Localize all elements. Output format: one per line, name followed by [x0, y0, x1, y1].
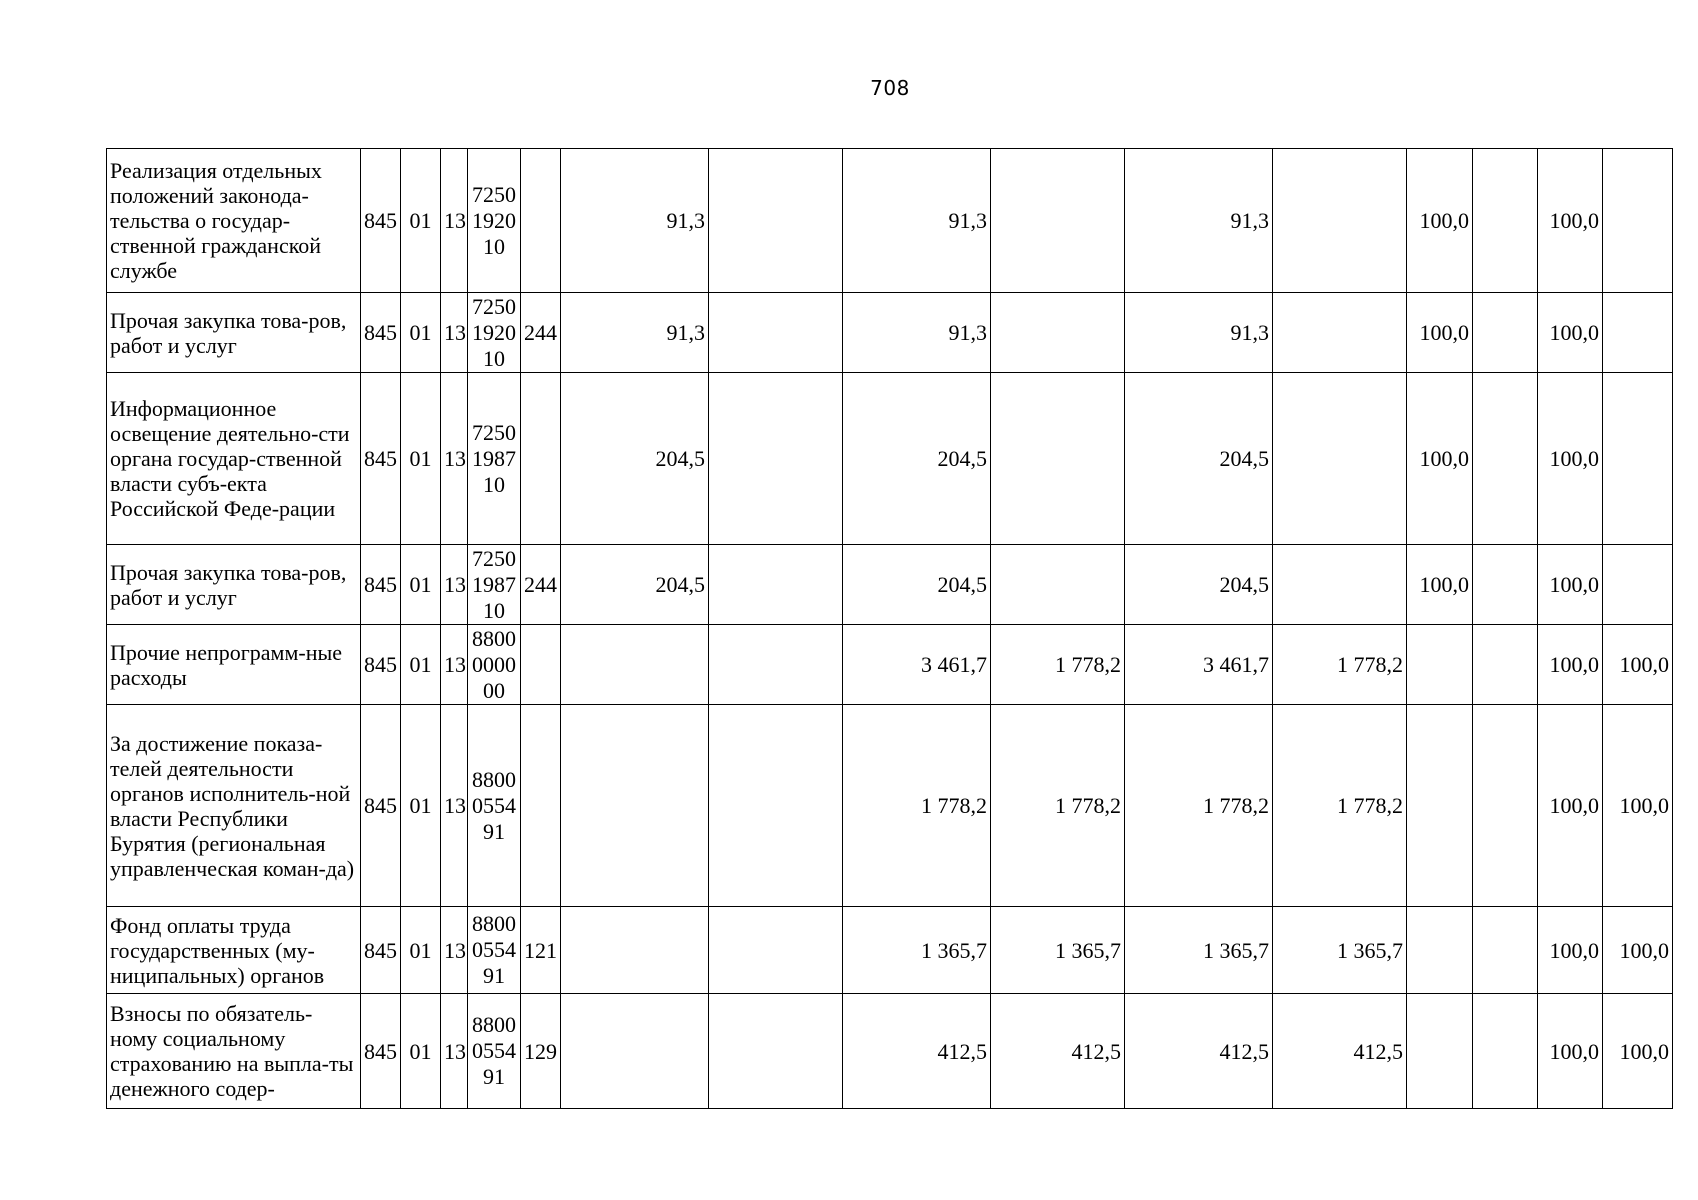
grbs-code-cell: 845	[361, 545, 401, 625]
amount-cell-4: 1 778,2	[991, 705, 1125, 907]
target-article-code-cell: 7250 1920 10	[468, 293, 521, 373]
table-row	[107, 625, 1673, 705]
percent-cell-2	[1473, 545, 1538, 625]
section-code-cell: 01	[401, 907, 441, 994]
row-name-cell: Информационное освещение деятельно-сти органа государ-ственной власти субъ-екта Российской Феде-рации	[107, 373, 361, 545]
amount-cell-2	[709, 907, 843, 994]
amount-cell-6	[1273, 149, 1407, 293]
amount-cell-5: 1 778,2	[1125, 705, 1273, 907]
percent-cell-3: 100,0	[1538, 545, 1603, 625]
percent-cell-3: 100,0	[1538, 907, 1603, 994]
section-code-cell: 01	[401, 625, 441, 705]
target-article-code-cell: 8800 0554 91	[468, 907, 521, 994]
amount-cell-3: 412,5	[843, 994, 991, 1109]
target-article-code-cell: 8800 0000 00	[468, 625, 521, 705]
table-row	[107, 149, 1673, 293]
section-code-cell: 01	[401, 994, 441, 1109]
amount-cell-6	[1273, 545, 1407, 625]
percent-cell-3: 100,0	[1538, 373, 1603, 545]
section-code-cell: 01	[401, 705, 441, 907]
percent-cell-4: 100,0	[1603, 705, 1673, 907]
section-code-cell: 01	[401, 293, 441, 373]
percent-cell-4: 100,0	[1603, 994, 1673, 1109]
percent-cell-1	[1407, 625, 1473, 705]
expense-type-code-cell	[521, 149, 561, 293]
amount-cell-1	[561, 625, 709, 705]
amount-cell-5: 91,3	[1125, 149, 1273, 293]
percent-cell-3: 100,0	[1538, 293, 1603, 373]
row-name-cell: Реализация отдельных положений законода-тельства о государ-ственной гражданской службе	[107, 149, 361, 293]
table-body	[107, 149, 1673, 1109]
row-name-cell: Прочие непрограмм-ные расходы	[107, 625, 361, 705]
section-code-cell: 01	[401, 373, 441, 545]
section-code-cell: 01	[401, 545, 441, 625]
amount-cell-6: 1 778,2	[1273, 625, 1407, 705]
table-row	[107, 705, 1673, 907]
amount-cell-6: 1 778,2	[1273, 705, 1407, 907]
amount-cell-5: 204,5	[1125, 373, 1273, 545]
expense-type-code-cell: 129	[521, 994, 561, 1109]
amount-cell-4: 1 778,2	[991, 625, 1125, 705]
percent-cell-2	[1473, 907, 1538, 994]
amount-cell-5: 3 461,7	[1125, 625, 1273, 705]
amount-cell-4	[991, 545, 1125, 625]
expense-type-code-cell	[521, 373, 561, 545]
amount-cell-6: 412,5	[1273, 994, 1407, 1109]
percent-cell-4	[1603, 373, 1673, 545]
row-name-cell: Фонд оплаты труда государственных (му-ниципальных) органов	[107, 907, 361, 994]
target-article-code-cell: 7250 1987 10	[468, 373, 521, 545]
subsection-code-cell: 13	[441, 907, 468, 994]
table-row	[107, 545, 1673, 625]
grbs-code-cell: 845	[361, 293, 401, 373]
subsection-code-cell: 13	[441, 545, 468, 625]
amount-cell-3: 204,5	[843, 545, 991, 625]
target-article-code-cell: 7250 1920 10	[468, 149, 521, 293]
target-article-code-cell: 8800 0554 91	[468, 705, 521, 907]
percent-cell-2	[1473, 625, 1538, 705]
page-number: 708	[870, 76, 910, 100]
table-row	[107, 994, 1673, 1109]
amount-cell-2	[709, 373, 843, 545]
amount-cell-1: 204,5	[561, 545, 709, 625]
percent-cell-2	[1473, 994, 1538, 1109]
budget-table	[106, 148, 1673, 1109]
amount-cell-1	[561, 907, 709, 994]
amount-cell-4	[991, 293, 1125, 373]
amount-cell-1	[561, 705, 709, 907]
amount-cell-2	[709, 705, 843, 907]
grbs-code-cell: 845	[361, 625, 401, 705]
expense-type-code-cell	[521, 625, 561, 705]
subsection-code-cell: 13	[441, 994, 468, 1109]
amount-cell-1: 91,3	[561, 149, 709, 293]
percent-cell-2	[1473, 293, 1538, 373]
amount-cell-4	[991, 149, 1125, 293]
expense-type-code-cell	[521, 705, 561, 907]
percent-cell-3: 100,0	[1538, 705, 1603, 907]
percent-cell-3: 100,0	[1538, 625, 1603, 705]
expense-type-code-cell: 244	[521, 293, 561, 373]
amount-cell-2	[709, 149, 843, 293]
row-name-cell: За достижение показа-телей деятельности органов исполнитель-ной власти Республики Бурятия (региональная управленческая коман-да)	[107, 705, 361, 907]
grbs-code-cell: 845	[361, 705, 401, 907]
amount-cell-5: 1 365,7	[1125, 907, 1273, 994]
amount-cell-4: 1 365,7	[991, 907, 1125, 994]
grbs-code-cell: 845	[361, 373, 401, 545]
percent-cell-1: 100,0	[1407, 293, 1473, 373]
percent-cell-4: 100,0	[1603, 907, 1673, 994]
grbs-code-cell: 845	[361, 907, 401, 994]
amount-cell-6	[1273, 373, 1407, 545]
percent-cell-1	[1407, 994, 1473, 1109]
row-name-cell: Прочая закупка това-ров, работ и услуг	[107, 545, 361, 625]
amount-cell-2	[709, 293, 843, 373]
amount-cell-4: 412,5	[991, 994, 1125, 1109]
percent-cell-4: 100,0	[1603, 625, 1673, 705]
expense-type-code-cell: 244	[521, 545, 561, 625]
amount-cell-5: 412,5	[1125, 994, 1273, 1109]
amount-cell-3: 3 461,7	[843, 625, 991, 705]
expense-type-code-cell: 121	[521, 907, 561, 994]
table-row	[107, 293, 1673, 373]
amount-cell-4	[991, 373, 1125, 545]
percent-cell-3: 100,0	[1538, 994, 1603, 1109]
percent-cell-2	[1473, 149, 1538, 293]
subsection-code-cell: 13	[441, 705, 468, 907]
subsection-code-cell: 13	[441, 373, 468, 545]
subsection-code-cell: 13	[441, 149, 468, 293]
percent-cell-1: 100,0	[1407, 373, 1473, 545]
amount-cell-6	[1273, 293, 1407, 373]
amount-cell-3: 1 778,2	[843, 705, 991, 907]
subsection-code-cell: 13	[441, 625, 468, 705]
amount-cell-2	[709, 994, 843, 1109]
percent-cell-2	[1473, 705, 1538, 907]
amount-cell-3: 1 365,7	[843, 907, 991, 994]
amount-cell-1	[561, 994, 709, 1109]
amount-cell-3: 204,5	[843, 373, 991, 545]
percent-cell-1: 100,0	[1407, 545, 1473, 625]
target-article-code-cell: 7250 1987 10	[468, 545, 521, 625]
percent-cell-2	[1473, 373, 1538, 545]
amount-cell-3: 91,3	[843, 293, 991, 373]
amount-cell-5: 91,3	[1125, 293, 1273, 373]
amount-cell-2	[709, 545, 843, 625]
percent-cell-1: 100,0	[1407, 149, 1473, 293]
row-name-cell: Прочая закупка това-ров, работ и услуг	[107, 293, 361, 373]
target-article-code-cell: 8800 0554 91	[468, 994, 521, 1109]
grbs-code-cell: 845	[361, 994, 401, 1109]
percent-cell-4	[1603, 545, 1673, 625]
amount-cell-2	[709, 625, 843, 705]
amount-cell-3: 91,3	[843, 149, 991, 293]
section-code-cell: 01	[401, 149, 441, 293]
subsection-code-cell: 13	[441, 293, 468, 373]
percent-cell-3: 100,0	[1538, 149, 1603, 293]
percent-cell-1	[1407, 907, 1473, 994]
grbs-code-cell: 845	[361, 149, 401, 293]
amount-cell-6: 1 365,7	[1273, 907, 1407, 994]
percent-cell-1	[1407, 705, 1473, 907]
amount-cell-1: 204,5	[561, 373, 709, 545]
percent-cell-4	[1603, 293, 1673, 373]
table-row	[107, 373, 1673, 545]
percent-cell-4	[1603, 149, 1673, 293]
row-name-cell: Взносы по обязатель-ному социальному страхованию на выпла-ты денежного содер-	[107, 994, 361, 1109]
table-row	[107, 907, 1673, 994]
amount-cell-5: 204,5	[1125, 545, 1273, 625]
amount-cell-1: 91,3	[561, 293, 709, 373]
